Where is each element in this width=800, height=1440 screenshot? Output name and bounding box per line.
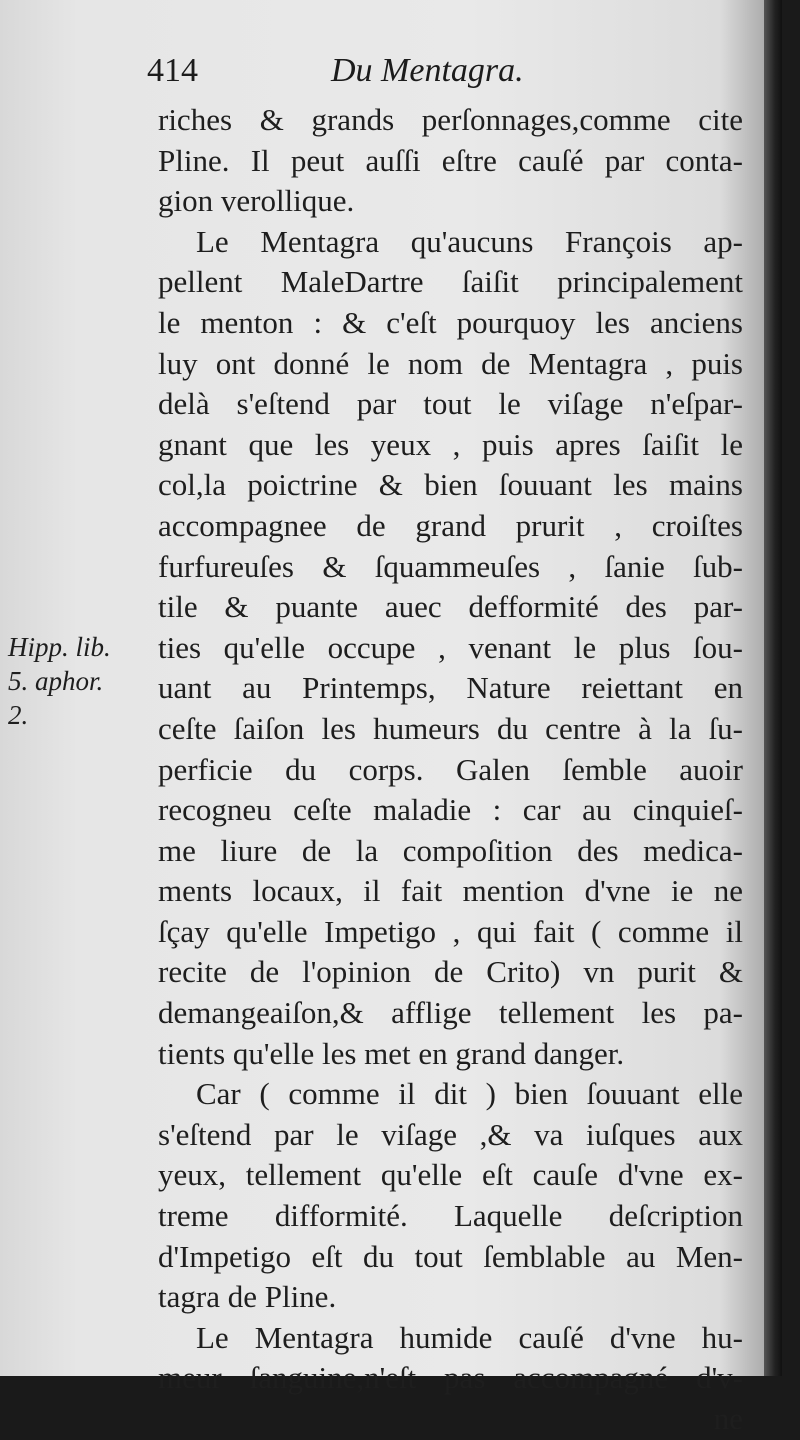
text-line: recogneu ceſte maladie : car au cinquieſ- bbox=[158, 792, 743, 828]
marginal-note-line: 5. aphor. bbox=[8, 666, 104, 696]
text-line: Le Mentagra humide cauſé d'vne hu- bbox=[196, 1319, 743, 1355]
text-line: meur ſanguine,n'eſt pas accompagné d'v- bbox=[158, 1360, 743, 1396]
page-edge-shadow bbox=[764, 0, 782, 1376]
text-line: gnant que les yeux , puis apres ſaiſit le bbox=[158, 426, 743, 462]
text-line: demangeaiſon,& afflige tellement les pa- bbox=[158, 995, 743, 1031]
catchword: ne bbox=[713, 1401, 743, 1436]
page-header bbox=[145, 52, 745, 98]
text-line: s'eſtend par le viſage ,& va iuſques aux bbox=[158, 1116, 743, 1152]
text-line: pellent MaleDartre ſaiſit principalement bbox=[158, 264, 743, 300]
text-line: accompagnee de grand prurit , croiſtes bbox=[158, 507, 743, 543]
text-line: luy ont donné le nom de Mentagra , puis bbox=[158, 345, 743, 381]
text-line: le menton : & c'eſt pourquoy les anciens bbox=[158, 304, 743, 340]
text-line: tagra de Pline. bbox=[158, 1279, 337, 1315]
running-title: Du Mentagra. bbox=[331, 52, 524, 89]
text-line: Pline. Il peut auſſi eſtre cauſé par conta- bbox=[158, 142, 743, 178]
text-line: ties qu'elle occupe , venant le plus ſou- bbox=[158, 629, 743, 665]
text-line: col,la poictrine & bien ſouuant les mains bbox=[158, 467, 743, 503]
text-line: gion verollique. bbox=[158, 183, 355, 219]
marginal-note-line: Hipp. lib. bbox=[8, 632, 111, 662]
text-line: uant au Printemps, Nature reiettant en bbox=[158, 670, 743, 706]
text-line: tile & puante auec defformité des par- bbox=[158, 589, 743, 625]
text-line: treme difformité. Laquelle deſcription bbox=[158, 1198, 743, 1234]
text-line: ceſte ſaiſon les humeurs du centre à la ſu- bbox=[158, 710, 743, 746]
text-line: delà s'eſtend par tout le viſage n'eſpar- bbox=[158, 386, 743, 422]
body-text bbox=[158, 100, 743, 1440]
text-line: Car ( comme il dit ) bien ſouuant elle bbox=[196, 1076, 743, 1112]
text-line: furfureuſes & ſquammeuſes , ſanie ſub- bbox=[158, 548, 743, 584]
text-line: yeux, tellement qu'elle eſt cauſe d'vne ex- bbox=[158, 1157, 743, 1193]
text-line: tients qu'elle les met en grand danger. bbox=[158, 1035, 625, 1071]
marginal-note bbox=[8, 630, 148, 732]
text-line: ments locaux, il fait mention d'vne ie ne bbox=[158, 873, 743, 909]
text-line: ſçay qu'elle Impetigo , qui fait ( comme il bbox=[158, 913, 743, 949]
marginal-note-line: 2. bbox=[8, 700, 29, 730]
text-line: me liure de la compoſition des medica- bbox=[158, 832, 743, 868]
text-line: Le Mentagra qu'aucuns François ap- bbox=[196, 223, 743, 259]
text-line: riches & grands perſonnages,comme cite bbox=[158, 102, 743, 137]
text-line: perficie du corps. Galen ſemble auoir bbox=[158, 751, 743, 787]
text-line: recite de l'opinion de Crito) vn purit & bbox=[158, 954, 743, 990]
page-number: 414 bbox=[147, 52, 198, 89]
text-line: d'Impetigo eſt du tout ſemblable au Men- bbox=[158, 1238, 743, 1274]
